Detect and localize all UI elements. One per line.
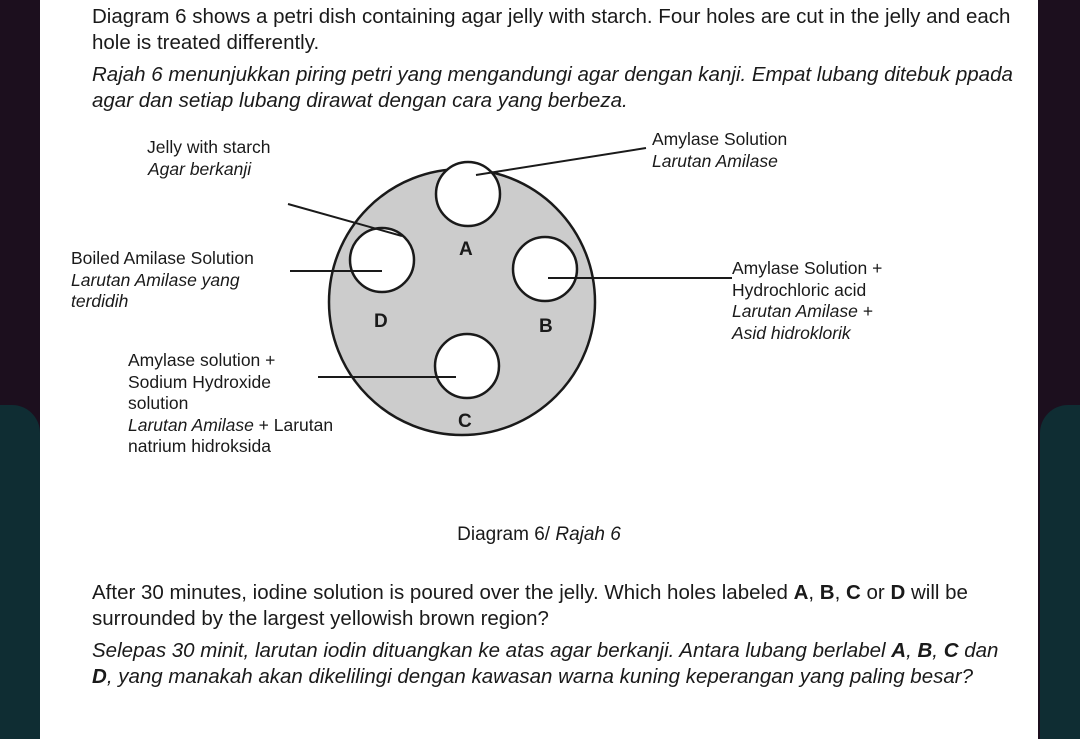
label-jelly-ms: Agar berkanji [148, 158, 252, 179]
label-acid-ms-1: Larutan Amilase + [732, 301, 873, 321]
label-base-ms-2: natrium hidroksida [128, 436, 271, 456]
question-english: After 30 minutes, iodine solution is poured over the jelly. Which holes labeled A, B, C or D will be surrounded by the largest yellowish brown region? [92, 581, 968, 630]
hole-label-d: D [374, 311, 388, 332]
label-base-en-2: Sodium Hydroxide [128, 371, 271, 392]
label-acid-en-2: Hydrochloric acid [732, 279, 867, 300]
label-base-en-3: solution [128, 393, 189, 413]
label-amylase-ms: Larutan Amilase [652, 150, 778, 171]
label-jelly-en: Jelly with starch [147, 137, 271, 157]
hole-label-b: B [539, 316, 553, 337]
label-acid-ms-2: Asid hidroklorik [732, 322, 851, 343]
intro-malay: Rajah 6 menunjukkan piring petri yang mengandungi agar dengan kanji. Empat lubang ditebuk ppada agar dan setiap lubang dirawat dengan cara yang berbeza. [92, 63, 1013, 112]
label-base [128, 350, 333, 458]
background-edge-right [1040, 405, 1080, 739]
question-malay: Selepas 30 minit, larutan iodin dituangkan ke atas agar berkanji. Antara lubang berlabel A, B, C dan D, yang manakah akan dikelilingi dengan kawasan warna kuning keperangan yang paling besar? [92, 639, 999, 688]
label-base-ms-1-italic: Larutan Amilase [128, 414, 254, 435]
label-base-ms-1-rest: + Larutan [253, 414, 334, 435]
label-amylase-en: Amylase Solution [652, 129, 788, 149]
label-amylase [652, 129, 787, 172]
hole-b [513, 237, 577, 301]
label-acid [732, 258, 882, 344]
hole-d [350, 228, 414, 292]
label-boiled [71, 248, 254, 313]
hole-label-c: C [458, 411, 472, 432]
label-base-en-1: Amylase solution + [128, 350, 276, 370]
caption-ms: Rajah 6 [555, 524, 621, 545]
label-boiled-ms-2: terdidih [71, 291, 129, 311]
document-page [40, 0, 1038, 739]
label-jelly [147, 137, 271, 180]
label-base-ms-1 [128, 415, 333, 437]
label-boiled-ms-1: Larutan Amilase yang [71, 269, 240, 290]
diagram-caption [40, 524, 1038, 546]
label-acid-en-1: Amylase Solution + [732, 258, 883, 278]
intro-english: Diagram 6 shows a petri dish containing agar jelly with starch. Four holes are cut in the jelly and each hole is treated differently. [92, 5, 1011, 54]
hole-label-a: A [459, 239, 473, 260]
hole-c [435, 334, 499, 398]
background-edge-left [0, 405, 40, 739]
label-boiled-en: Boiled Amilase Solution [71, 248, 254, 268]
leader-amylase [476, 148, 646, 175]
caption-en: Diagram 6/ [457, 524, 556, 545]
hole-a [436, 162, 500, 226]
